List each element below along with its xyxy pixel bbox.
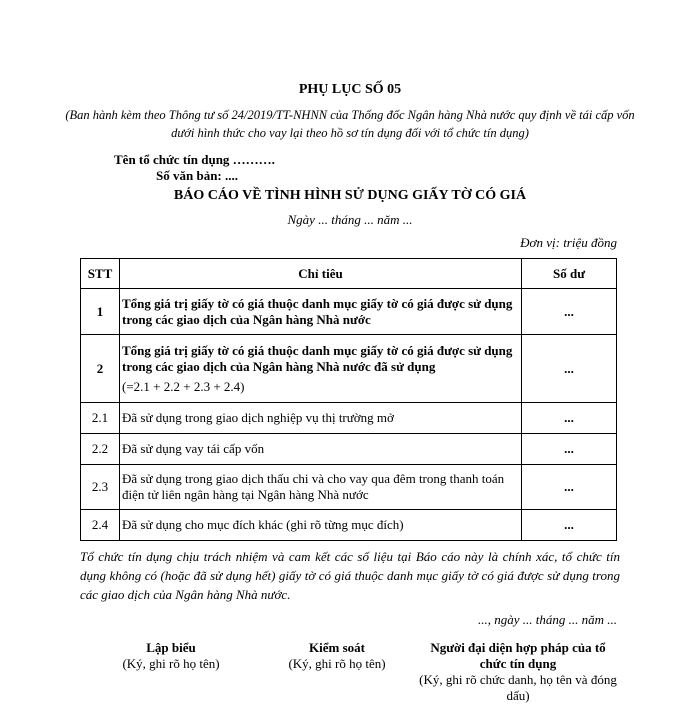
signature-preparer: [96, 640, 246, 672]
report-table: [80, 258, 617, 541]
signature-controller: [262, 640, 412, 672]
signature-role: Người đại diện hợp pháp của tổ chức tín dụng: [430, 640, 606, 671]
organization-name-line: Tên tổ chức tín dụng ……….: [114, 152, 275, 167]
row-stt: 2.1: [81, 403, 120, 434]
appendix-subtitle: (Ban hành kèm theo Thông tư số 24/2019/TT-NHNN của Thống đốc Ngân hàng Nhà nước quy định về tái cấp vốn dưới hình thức cho vay lại theo hồ sơ tín dụng đối với tổ chức tín dụng): [65, 108, 635, 140]
row-indicator: Đã sử dụng cho mục đích khác (ghi rõ từng mục đích): [120, 510, 522, 541]
signature-legal-representative: [418, 640, 618, 704]
table-row: [81, 289, 617, 335]
row-balance: ...: [522, 465, 617, 510]
unit-label: Đơn vị: triệu đồng: [520, 235, 617, 250]
place-date-line: ..., ngày ... tháng ... năm ...: [477, 612, 617, 627]
signature-note: (Ký, ghi rõ chức danh, họ tên và đóng dấu): [419, 672, 617, 703]
table-row: [81, 510, 617, 541]
header-indicator: Chỉ tiêu: [120, 259, 522, 289]
row-stt: 2.4: [81, 510, 120, 541]
report-title: BÁO CÁO VỀ TÌNH HÌNH SỬ DỤNG GIẤY TỜ CÓ GIÁ: [173, 188, 527, 203]
signature-note: (Ký, ghi rõ họ tên): [122, 656, 220, 671]
row-balance: ...: [522, 510, 617, 541]
row-indicator: Đã sử dụng vay tái cấp vốn: [120, 434, 522, 465]
row-indicator: Đã sử dụng trong giao dịch nghiệp vụ thị trường mở: [120, 403, 522, 434]
row-indicator: Đã sử dụng trong giao dịch thấu chi và cho vay qua đêm trong thanh toán điện tử liên ngân hàng tại Ngân hàng Nhà nước: [120, 465, 522, 510]
table-row: [81, 335, 617, 403]
table-row: [81, 465, 617, 510]
row-indicator-text: Tổng giá trị giấy tờ có giá thuộc danh mục giấy tờ có giá được sử dụng trong các giao dịch của Ngân hàng Nhà nước đã sử dụng: [122, 342, 513, 374]
commitment-statement: Tổ chức tín dụng chịu trách nhiệm và cam kết các số liệu tại Báo cáo này là chính xác, tổ chức tín dụng không có (hoặc đã sử dụng hết) giấy tờ có giá thuộc danh mục giấy tờ có giá được sử dụng trong các giao dịch của Ngân hàng Nhà nước.: [80, 549, 620, 602]
header-stt: STT: [81, 259, 120, 289]
appendix-title: PHỤ LỤC SỐ 05: [298, 82, 402, 97]
table-header-row: [81, 259, 617, 289]
document-number-line: Số văn bản: ....: [156, 168, 238, 183]
table-row: [81, 434, 617, 465]
row-stt: 1: [81, 289, 120, 335]
report-date: Ngày ... tháng ... năm ...: [287, 212, 413, 227]
row-stt: 2.3: [81, 465, 120, 510]
row-balance: ...: [522, 335, 617, 403]
signature-role: Lập biểu: [146, 640, 196, 655]
row-balance: ...: [522, 434, 617, 465]
signature-note: (Ký, ghi rõ họ tên): [288, 656, 386, 671]
table-row: [81, 403, 617, 434]
row-stt: 2: [81, 335, 120, 403]
row-stt: 2.2: [81, 434, 120, 465]
row-balance: ...: [522, 403, 617, 434]
header-balance: Số dư: [522, 259, 617, 289]
row-indicator: [120, 335, 522, 403]
row-indicator: Tổng giá trị giấy tờ có giá thuộc danh mục giấy tờ có giá được sử dụng trong các giao dịch của Ngân hàng Nhà nước: [120, 289, 522, 335]
row-balance: ...: [522, 289, 617, 335]
signature-role: Kiểm soát: [309, 640, 365, 655]
row-formula: (=2.1 + 2.2 + 2.3 + 2.4): [122, 378, 245, 394]
